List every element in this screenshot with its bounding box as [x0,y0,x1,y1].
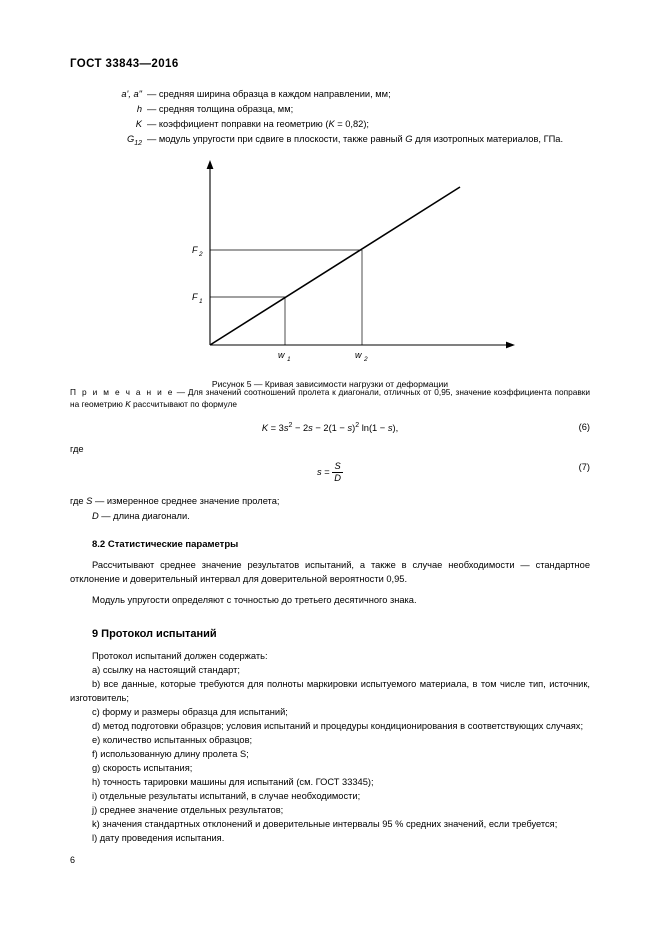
where-item-d: D — длина диагонали. [92,510,190,521]
protocol-item: d) метод подготовки образцов; условия испытаний и процедуры кондиционирования в соответствующих случаях; [92,721,584,732]
formula-7-denominator: D [334,473,341,484]
page-content [70,88,590,846]
paragraph-stat-2: Модуль упругости определяют с точностью до третьего десятичного знака. [92,594,417,605]
protocol-item: f) использованную длину пролета S; [92,748,249,759]
protocol-item: h) точность тарировки машины для испытаний (см. ГОСТ 33345); [92,776,374,787]
figure-5 [70,157,590,390]
figure-caption: Рисунок 5 — Кривая зависимости нагрузки от деформации [211,379,449,390]
formula-6-number: (6) [578,421,590,432]
where-label: где [70,444,84,455]
heading-8-2: 8.2 Статистические параметры [92,538,239,550]
definition-description: — средняя ширина образца в каждом направлении, мм; [147,89,391,99]
note-text: — Для значений соотношений пролета к диагонали, отличных от 0,95, значение коэффициента поправки на геометрию K рассчитывают по формуле [70,386,590,410]
formula-7-row [70,461,590,485]
protocol-item: l) дату проведения испытания. [92,832,225,843]
protocol-item: j) среднее значение отдельных результатов; [92,804,284,815]
svg-text:1: 1 [199,297,203,305]
definition-term: a', a" [121,89,142,99]
heading-9: 9 Протокол испытаний [92,628,217,641]
protocol-item: c) форму и размеры образца для испытаний; [92,707,288,718]
protocol-item: b) все данные, которые требуются для полноты маркировки испытуемого материала, в том числе тип, источник, изготовитель; [70,679,590,704]
definition-term: $G_{12}$ [126,133,142,147]
x-tick-w1: w [278,349,285,360]
protocol-item: g) скорость испытания; [92,762,193,773]
protocol-item: a) ссылку на настоящий стандарт; [92,665,240,676]
definition-row [70,88,590,101]
y-tick-f2: F [192,244,198,255]
formula-6-expression: $K = 3s^2 - 2s - 2(1 - s)^2$ ln(1 − s), [261,421,399,433]
paragraph-stat-1: Рассчитывают среднее значение результатов испытаний, а также в случае необходимости — стандартное отклонение и доверительный интервал для доверительной вероятности 0,95. [70,559,590,584]
definition-description: — коэффициент поправки на геометрию (K = 0,82); [147,118,370,129]
y-tick-f1: F [192,291,198,302]
definition-row [70,133,590,149]
formula-7-expression: s = $\frac{S}{D}$ [317,460,341,484]
protocol-intro: Протокол испытаний должен содержать: [92,651,268,662]
x-tick-w2: w [355,349,362,360]
protocol-item: k) значения стандартных отклонений и доверительные интервалы 95 % средних значений, если требуется; [92,818,558,829]
formula-7-numerator: S [332,461,343,474]
load-deformation-chart [70,157,590,372]
definition-term: K [135,118,142,129]
note-label: П р и м е ч а н и е [70,386,174,397]
protocol-item: i) отдельные результаты испытаний, в случае необходимости; [92,790,361,801]
where-item-s: где S — измеренное среднее значение пролета; [70,496,280,507]
page-number: 6 [70,855,76,865]
page-header: ГОСТ 33843—2016 [70,58,179,70]
svg-text:2: 2 [364,355,368,363]
definition-list [70,88,590,149]
definition-description: — модуль упругости при сдвиге в плоскости, также равный G для изотропных материалов, ГПа. [147,133,564,144]
definition-row [70,103,590,116]
svg-text:1: 1 [287,355,291,363]
protocol-item: e) количество испытанных образцов; [92,735,253,746]
definition-term: h [136,103,142,114]
formula-6-row [70,421,590,436]
formula-7-number: (7) [578,461,590,472]
definition-row [70,118,590,131]
svg-text:2: 2 [199,250,203,258]
definition-description: — средняя толщина образца, мм; [147,103,294,114]
